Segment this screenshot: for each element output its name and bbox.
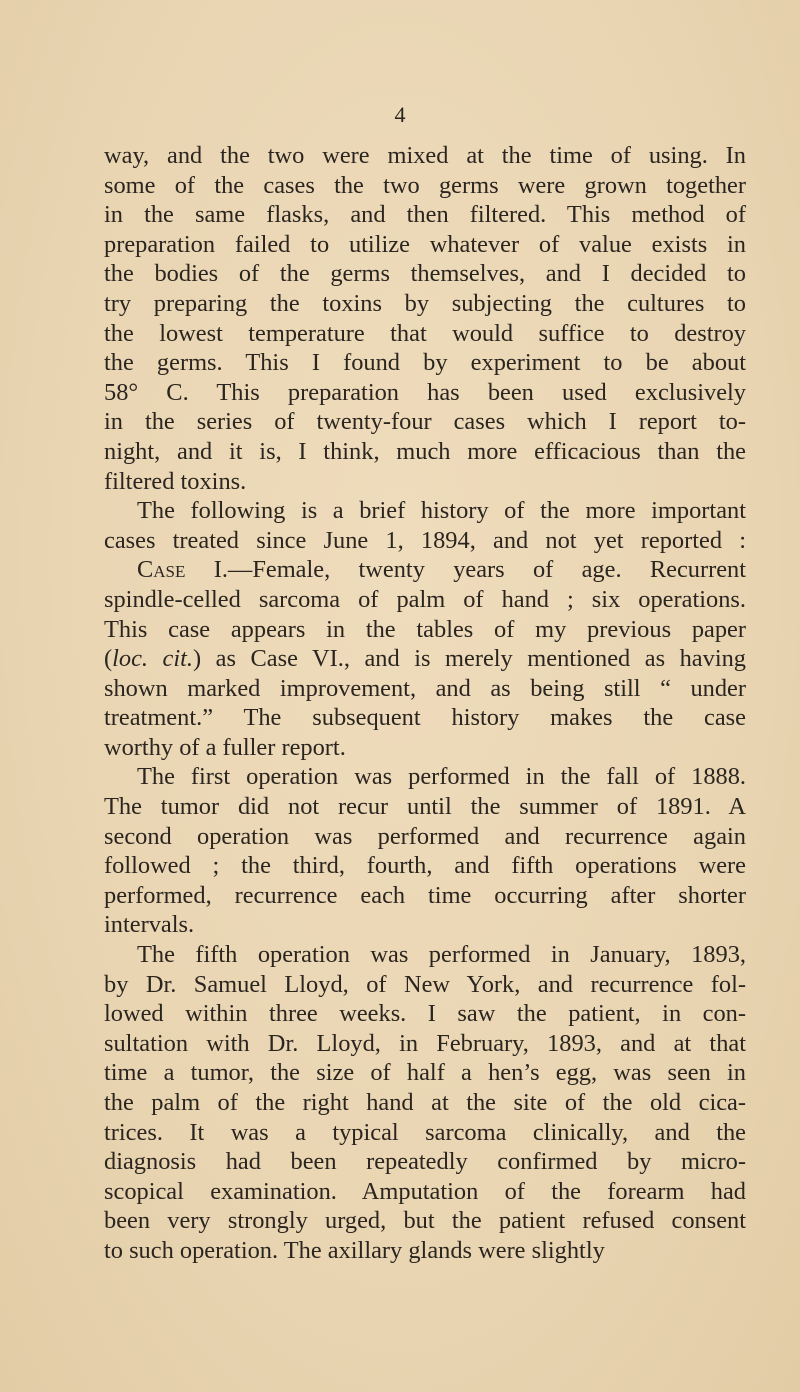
text-line: second operation was performed and recurrence again <box>104 822 746 850</box>
text-line: This case appears in the tables of my previous paper <box>104 615 746 643</box>
text-line: been very strongly urged, but the patient refused consent <box>104 1207 746 1235</box>
text-line: the bodies of the germs themselves, and I decided to <box>104 260 746 288</box>
text-line: cases treated since June 1, 1894, and not yet reported : <box>104 526 746 554</box>
case-label: Case I. <box>137 556 228 584</box>
text-line: time a tumor, the size of half a hen’s egg, was seen in <box>104 1059 746 1087</box>
text-line: shown marked improvement, and as being still “ under <box>104 674 746 702</box>
case-heading-line <box>104 555 746 585</box>
citation-line-text: ) as Case VI., and is merely mentioned as having <box>193 645 746 673</box>
text-line: The tumor did not recur until the summer of 1891. A <box>104 793 746 821</box>
text-line: preparation failed to utilize whatever of value exists in <box>104 230 746 258</box>
text-line: to such operation. The axillary glands were slightly <box>104 1236 605 1264</box>
text-line: trices. It was a typical sarcoma clinically, and the <box>104 1118 746 1146</box>
text-line: lowed within three weeks. I saw the patient, in con- <box>104 1000 746 1028</box>
text-line: the lowest temperature that would suffice to destroy <box>104 319 746 347</box>
text-line: intervals. <box>104 911 195 939</box>
case-heading-text: —Female, twenty years of age. Recurrent <box>227 556 747 584</box>
text-line: in the series of twenty-four cases which I report to- <box>104 408 746 436</box>
text-line: by Dr. Samuel Lloyd, of New York, and recurrence fol- <box>104 970 746 998</box>
paragraph-start-line: The first operation was performed in the fall of 1888. <box>137 763 746 791</box>
text-line: way, and the two were mixed at the time of using. In <box>104 142 746 169</box>
body-text <box>104 141 746 1266</box>
text-line: the palm of the right hand at the site of the old cica- <box>104 1089 746 1116</box>
citation-line <box>104 644 746 674</box>
text-line: some of the cases the two germs were grown together <box>104 171 746 199</box>
text-line: worthy of a fuller report. <box>104 733 346 761</box>
page-number: 4 <box>394 102 406 127</box>
paragraph-start-line: The fifth operation was performed in January, 1893, <box>137 941 746 969</box>
text-line: followed ; the third, fourth, and fifth operations were <box>104 852 746 880</box>
text-line: 58° C. This preparation has been used exclusively <box>104 378 746 406</box>
text-line: treatment.” The subsequent history makes the case <box>104 704 746 732</box>
citation-loc-cit: loc. cit. <box>112 645 194 673</box>
text-line: performed, recurrence each time occurring after shorter <box>104 881 746 909</box>
text-line: the germs. This I found by experiment to be about <box>104 349 746 377</box>
text-line: diagnosis had been repeatedly confirmed by micro- <box>104 1148 746 1176</box>
text-line: in the same flasks, and then filtered. This method of <box>104 201 746 229</box>
text-line: filtered toxins. <box>104 467 247 495</box>
text-line: try preparing the toxins by subjecting the cultures to <box>104 289 746 317</box>
citation-open-paren: ( <box>104 645 113 673</box>
text-line: night, and it is, I think, much more efficacious than the <box>104 437 746 465</box>
paragraph-start-line: The following is a brief history of the more important <box>137 497 746 525</box>
text-line: sultation with Dr. Lloyd, in February, 1893, and at that <box>104 1029 746 1057</box>
text-line: scopical examination. Amputation of the forearm had <box>104 1177 746 1205</box>
text-line: spindle-celled sarcoma of palm of hand ; six operations. <box>104 585 746 613</box>
